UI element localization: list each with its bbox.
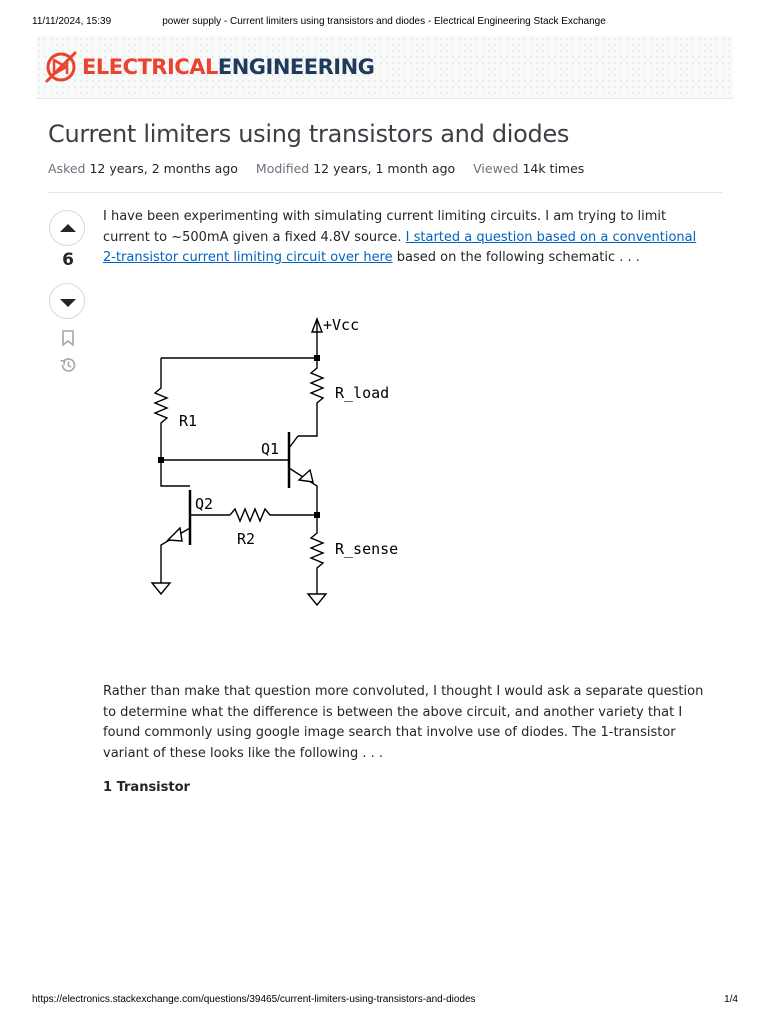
schematic-r2-resistor — [230, 509, 317, 521]
print-page-title: power supply - Current limiters using transistors and diodes - Electrical Engineering Stack Exchange — [162, 16, 606, 27]
print-header — [0, 16, 768, 30]
print-page-number: 1/4 — [724, 994, 738, 1005]
schematic-label-r1: R1 — [179, 412, 198, 430]
body-text: I have been experimenting with simulating current limiting circuits. I am trying to limit current to ~500mA given a fixed 4.8V source. — [103, 209, 667, 245]
schematic-label-vcc: +Vcc — [323, 316, 360, 334]
body-paragraph-1 — [103, 207, 713, 269]
schematic-ground — [152, 583, 170, 594]
body-text: based on the following schematic . . . — [392, 250, 640, 265]
modified-value[interactable]: 12 years, 1 month ago — [313, 161, 456, 176]
site-logo-icon[interactable] — [44, 48, 78, 86]
conventional-circuit-link[interactable]: I started a question based on a conventional 2-transistor current limiting circuit over here — [103, 229, 697, 265]
schematic-q2-emitter-arrow — [168, 528, 182, 541]
viewed-label: Viewed — [473, 161, 519, 176]
schematic-label-q2: Q2 — [195, 495, 214, 513]
logo-text-electrical: ELECTRICAL — [82, 55, 218, 79]
schematic-q1-collector — [289, 436, 298, 448]
question-title[interactable]: Current limiters using transistors and diodes — [48, 120, 570, 148]
question-body-intro — [103, 207, 713, 269]
modified-label: Modified — [255, 161, 310, 176]
schematic-label-r-load: R_load — [335, 384, 390, 402]
print-datetime: 11/11/2024, 15:39 — [32, 16, 112, 27]
print-url: https://electronics.stackexchange.com/questions/39465/current-limiters-using-transistors-and-diodes — [32, 994, 476, 1005]
print-footer — [0, 994, 768, 1008]
schematic-label-r-sense: R_sense — [335, 540, 399, 558]
logo-text-engineering: ENGINEERING — [217, 55, 375, 79]
body-paragraph-2: Rather than make that question more convoluted, I thought I would ask a separate question to determine what the difference is between the above circuit, and another variety that I found commonly using google image search that involve use of diodes. The 1-transistor variant of these looks like the following . . . — [103, 684, 704, 761]
schematic-label-q1: Q1 — [261, 440, 280, 458]
viewed-value: 14k times — [522, 161, 585, 176]
arrow-up-icon — [59, 220, 77, 238]
question-body-continued — [103, 682, 713, 764]
schematic-r-load-resistor — [298, 358, 323, 436]
downvote-button[interactable] — [49, 283, 85, 319]
one-transistor-heading: 1 Transistor — [103, 780, 190, 795]
schematic-q1-emitter — [289, 468, 317, 515]
schematic-image — [140, 310, 440, 610]
upvote-button[interactable] — [49, 210, 85, 246]
title-divider — [48, 192, 722, 193]
schematic-label-r2: R2 — [237, 530, 256, 548]
question-meta — [48, 161, 598, 176]
asked-value[interactable]: 12 years, 2 months ago — [89, 161, 238, 176]
schematic-r-sense-resistor — [311, 515, 323, 594]
vote-count: 6 — [62, 250, 74, 270]
bookmark-icon[interactable] — [59, 329, 77, 347]
schematic-ground — [308, 594, 326, 605]
arrow-down-icon — [59, 293, 77, 311]
history-icon[interactable] — [59, 356, 77, 374]
site-logo[interactable] — [82, 54, 374, 80]
asked-label: Asked — [48, 161, 86, 176]
site-header — [36, 36, 733, 99]
